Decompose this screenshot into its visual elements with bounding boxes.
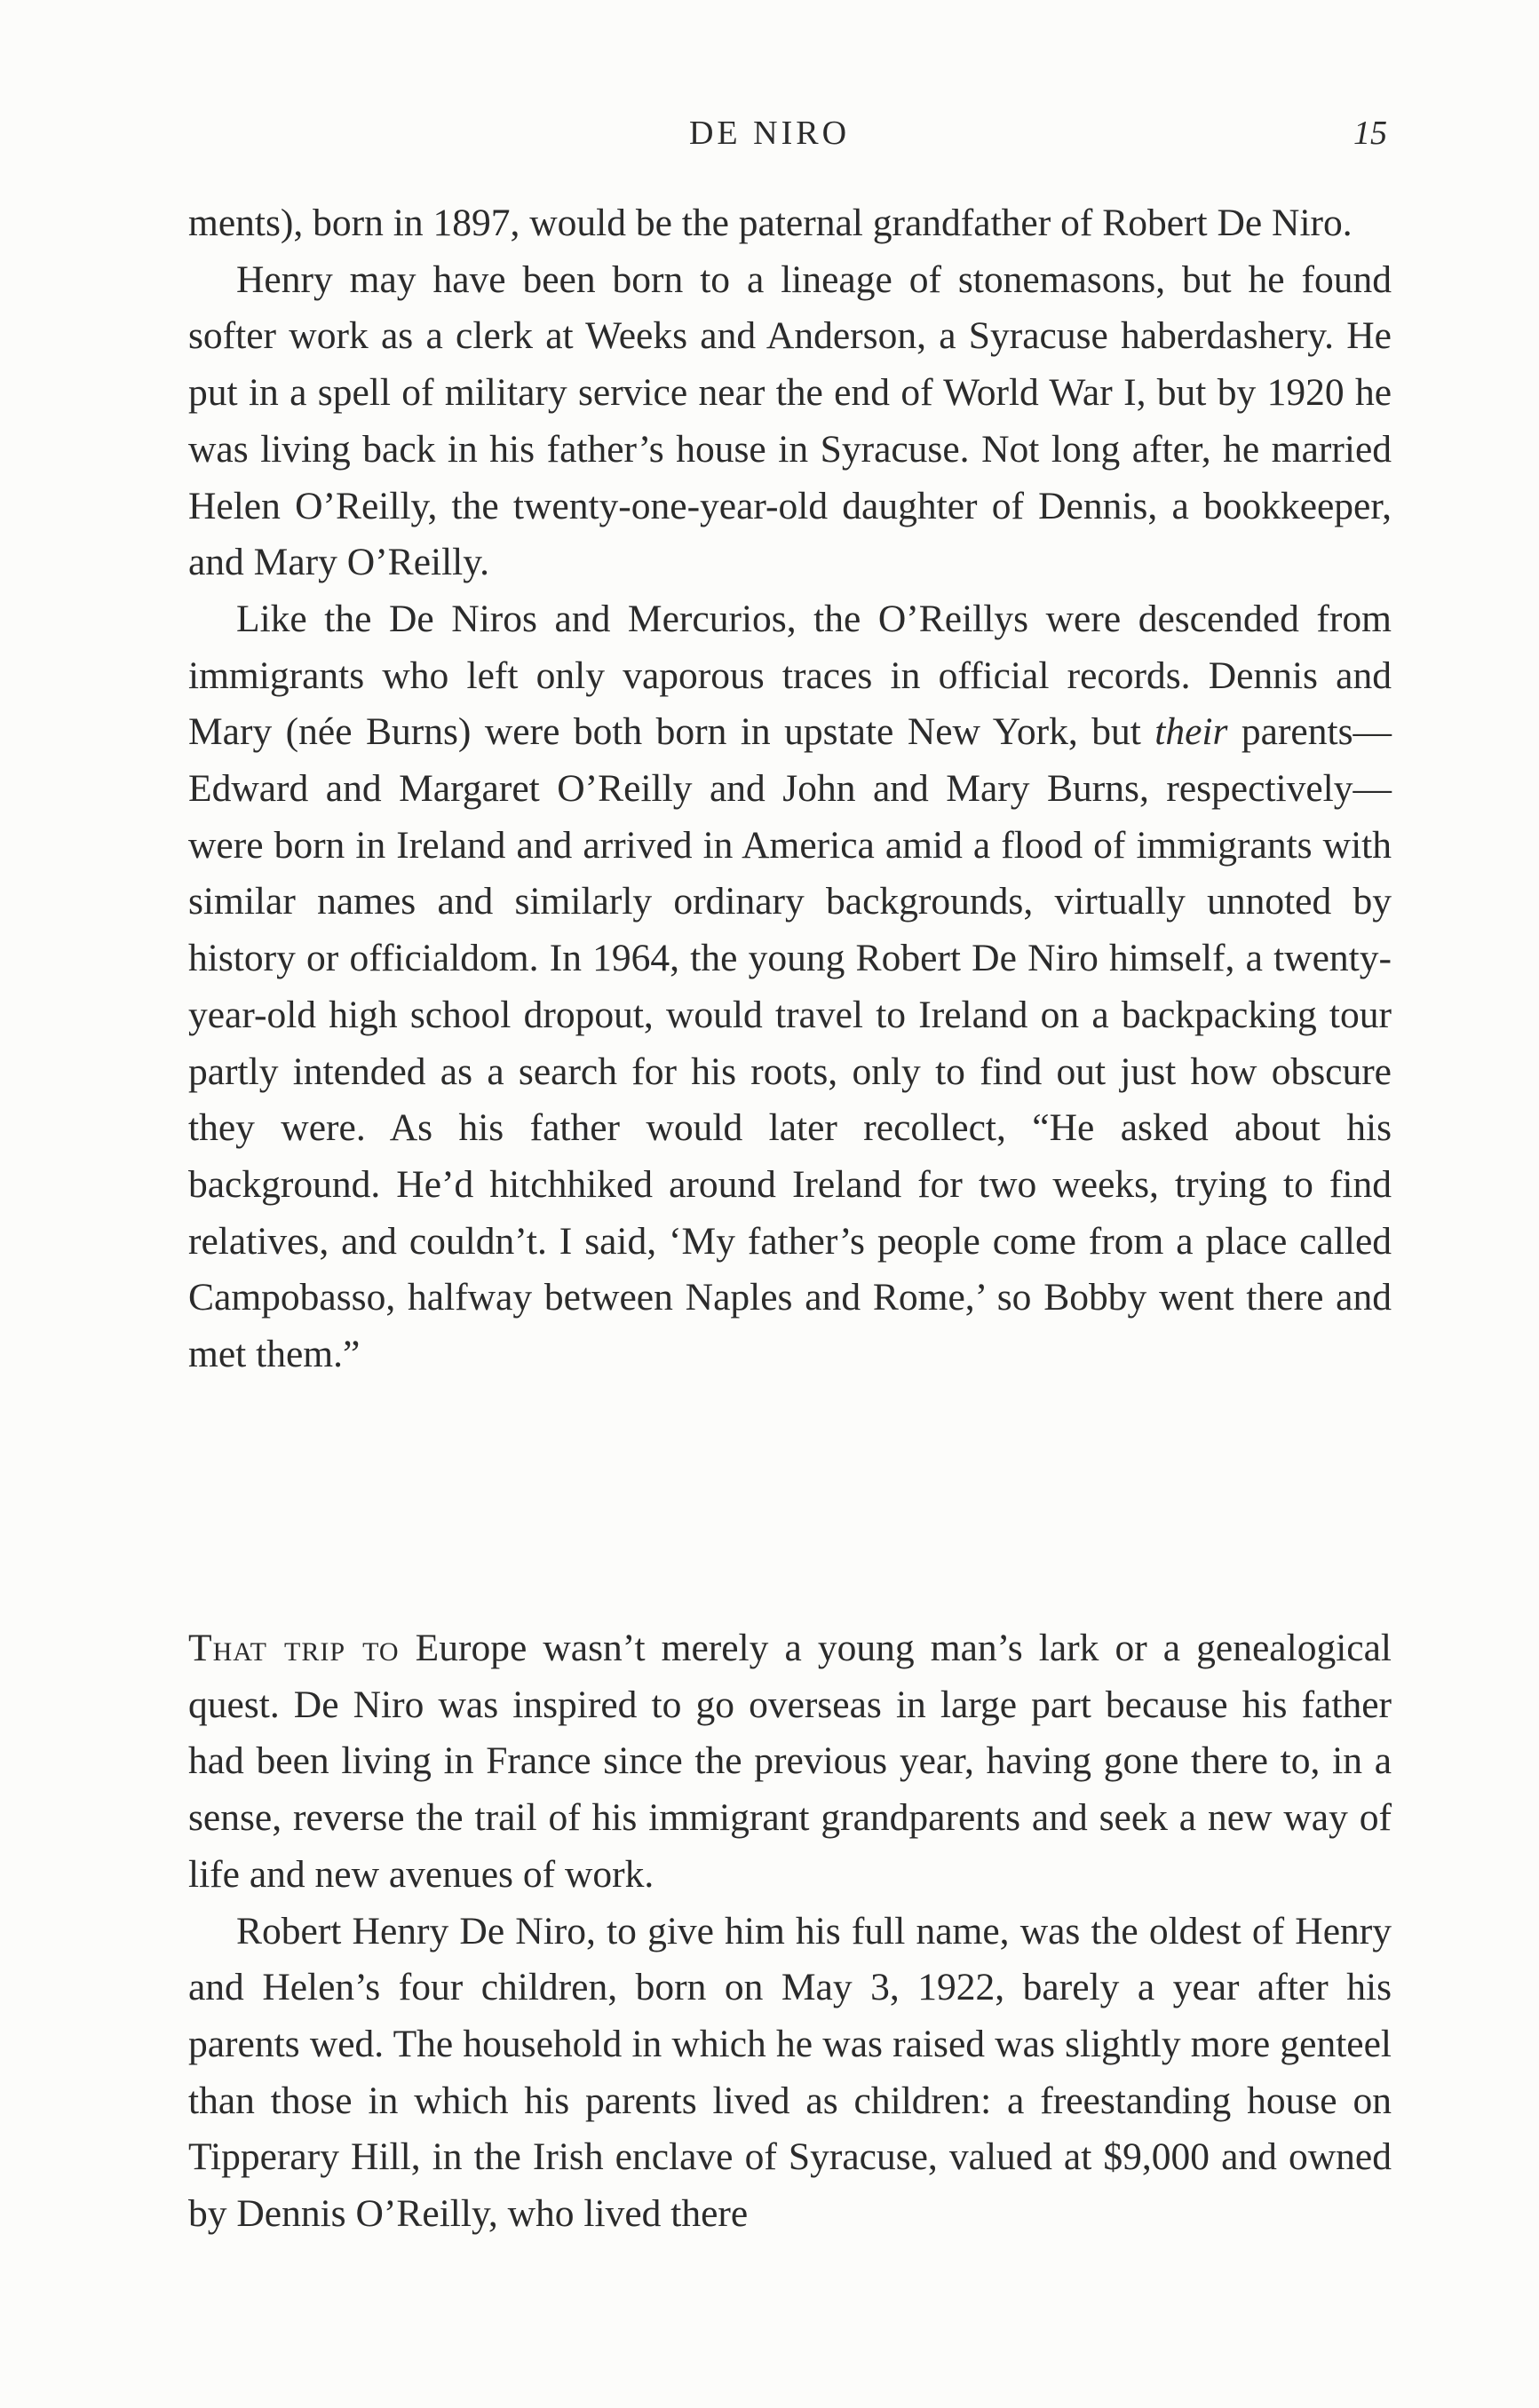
paragraph-oreillys-after: parents—Edward and Margaret O’Reilly and John and Mary Burns, respectively—were born in Ireland and arrived in America amid a flood of immigrants with similar names and similarly ordinary backgrounds, virtually unnoted by history or officialdom. In 1964, the young Robert De Niro himself, a twenty-year-old high school dropout, would travel to Ireland on a backpacking tour partly intended as a search for his roots, only to find out just how obscure they were. As his father would later recollect, “He asked about his background. He’d hitchhiked around Ireland for two weeks, trying to find relatives, and couldn’t. I said, ‘My father’s people come from a place called Campobasso, halfway between Naples and Rome,’ so Bobby went there and met them.”: [188, 710, 1392, 1376]
paragraph-continued: ments), born in 1897, would be the paternal grandfather of Robert De Niro.: [188, 202, 1353, 244]
paragraph-that-trip: [188, 1620, 1392, 1904]
running-head: [0, 114, 1539, 167]
section-two: [188, 1620, 1392, 2243]
running-head-title: DE NIRO: [688, 115, 851, 152]
small-caps-lead-in: That trip to: [188, 1627, 400, 1669]
paragraph-robert-henry: Robert Henry De Niro, to give him his full name, was the oldest of Henry and Helen’s four children, born on May 3, 1922, barely a year after his parents wed. The household in which he was raised was slightly more genteel than those in which his parents lived as children: a freestanding house on Tipperary Hill, in the Irish enclave of Syracuse, valued at $9,000 and owned by Dennis O’Reilly, who lived there: [188, 1909, 1392, 2236]
paragraph-oreillys: [188, 591, 1392, 1383]
paragraph-henry: Henry may have been born to a lineage of stonemasons, but he found softer work as a clerk at Weeks and Anderson, a Syracuse haberdashery. He put in a spell of military service near the end of World War I, but by 1920 he was living back in his father’s house in Syracuse. Not long after, he married Helen O’Reilly, the twenty-one-year-old daughter of Dennis, a bookkeeper, and Mary O’Reilly.: [188, 257, 1392, 584]
paragraph-that-trip-rest: Europe wasn’t merely a young man’s lark or a genealogical quest. De Niro was inspired to go overseas in large part because his father had been living in France since the previous year, having gone there to, in a sense, reverse the trail of his immigrant grandparents and seek a new way of life and new avenues of work.: [188, 1627, 1392, 1896]
page-number: 15: [1353, 115, 1387, 152]
paragraph-oreillys-before: Like the De Niros and Mercurios, the O’Reillys were descended from immigrants who left only vaporous traces in official records. Dennis and Mary (née Burns) were both born in upstate New York, but: [188, 597, 1392, 754]
emphasis-their: their: [1154, 710, 1228, 754]
section-one: [188, 195, 1392, 1383]
